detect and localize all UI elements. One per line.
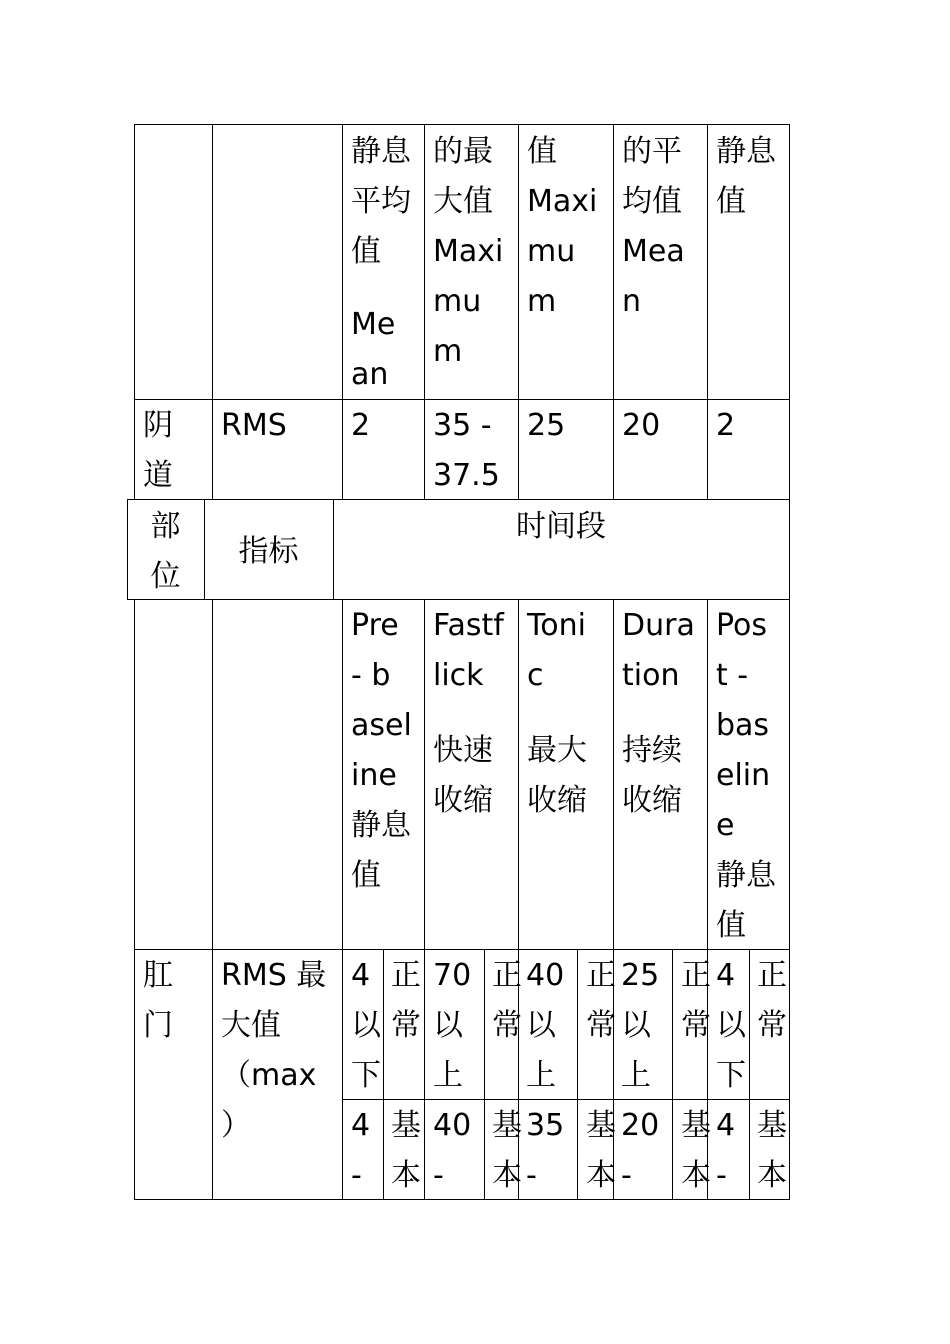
anus-pre-status-2: 基 本: [391, 1108, 421, 1193]
period-duration-en: Dura tion: [622, 608, 695, 693]
col-divider: [424, 124, 425, 499]
col-divider: [613, 124, 614, 499]
col-divider: [789, 124, 790, 499]
col-divider: [484, 949, 485, 1199]
anus-pre-status: 正 常: [391, 958, 421, 1043]
period-fastflick-en: Fastf lick: [433, 608, 504, 693]
col-divider: [518, 124, 519, 499]
period-tonic-en: Toni c: [527, 608, 586, 693]
header-cont-pre-extra: Me an: [351, 307, 396, 392]
anus-fastflick-value: 70 以 上: [433, 958, 472, 1093]
vagina-pre-value: 2: [351, 408, 371, 443]
metric-header: 指标: [238, 534, 299, 569]
col-divider: [212, 124, 213, 499]
col-divider: [789, 599, 790, 949]
table-border-top: [134, 124, 790, 125]
anus-tonic-status-2: 基 本: [586, 1108, 616, 1193]
col-divider: [424, 949, 425, 1199]
vagina-fastflick-value: 35 - 37.5: [433, 408, 500, 493]
anus-post-status: 正 常: [757, 958, 787, 1043]
anus-fastflick-status-2: 基 本: [492, 1108, 522, 1193]
col-divider: [789, 499, 790, 599]
vagina-duration-value: 20: [622, 408, 661, 443]
anus-fastflick-status: 正 常: [492, 958, 522, 1043]
col-divider: [212, 949, 213, 1199]
anus-tonic-value-2: 35 -: [526, 1108, 565, 1193]
anus-duration-value-2: 20 -: [621, 1108, 660, 1193]
header-cont-tonic: 值 Maxi mu m: [527, 134, 598, 319]
col-divider: [707, 124, 708, 499]
metric-rms: RMS: [221, 408, 287, 443]
period-post-zh: 静息 值: [716, 858, 776, 943]
col-divider: [672, 949, 673, 1199]
site-header: 部 位: [150, 509, 181, 594]
row-divider: [127, 599, 790, 600]
col-divider: [577, 949, 578, 1199]
anus-tonic-status: 正 常: [586, 958, 616, 1043]
col-divider: [789, 949, 790, 1199]
row-divider: [134, 399, 790, 400]
period-pre-zh: 静息 值: [351, 808, 411, 893]
anus-duration-status-2: 基 本: [681, 1108, 711, 1193]
vagina-tonic-value: 25: [527, 408, 566, 443]
anus-post-status-2: 基 本: [757, 1108, 787, 1193]
anus-post-value-2: 4 -: [716, 1108, 736, 1193]
row-divider: [134, 949, 790, 950]
period-duration-zh: 持续 收缩: [622, 733, 682, 818]
col-divider: [342, 599, 343, 949]
col-divider: [518, 599, 519, 949]
col-divider: [212, 599, 213, 949]
site-anus: 肛 门: [143, 958, 173, 1043]
col-divider: [134, 949, 135, 1199]
col-divider: [342, 124, 343, 499]
header-cont-duration: 的平 均值 Mea n: [622, 134, 685, 319]
col-divider: [749, 949, 750, 1199]
anus-pre-value: 4 以 下: [351, 958, 381, 1093]
anus-duration-status: 正 常: [681, 958, 711, 1043]
col-divider: [342, 949, 343, 1199]
vagina-post-value: 2: [716, 408, 736, 443]
col-divider: [383, 949, 384, 1199]
metric-rms-max: RMS 最 大值 （max ）: [221, 958, 327, 1143]
period-fastflick-zh: 快速 收缩: [433, 733, 493, 818]
anus-post-value: 4 以 下: [716, 958, 746, 1093]
col-divider: [613, 599, 614, 949]
period-pre-en: Pre - b asel ine: [351, 608, 412, 793]
col-divider: [134, 599, 135, 949]
period-header: 时间段: [516, 509, 606, 544]
header-cont-post: 静息 值: [716, 134, 776, 219]
header-cont-pre: 静息 平均 值: [351, 134, 411, 269]
period-post-en: Pos t - bas elin e: [716, 608, 771, 843]
col-divider: [134, 124, 135, 499]
anus-duration-value: 25 以 上: [621, 958, 660, 1093]
site-vagina: 阴 道: [143, 408, 173, 493]
header-cont-fastflick: 的最 大值 Maxi mu m: [433, 134, 504, 369]
period-tonic-zh: 最大 收缩: [527, 733, 587, 818]
anus-tonic-value: 40 以 上: [526, 958, 565, 1093]
col-divider: [707, 599, 708, 949]
anus-fastflick-value-2: 40 -: [433, 1108, 472, 1193]
anus-pre-value-2: 4 -: [351, 1108, 371, 1193]
col-divider: [424, 599, 425, 949]
